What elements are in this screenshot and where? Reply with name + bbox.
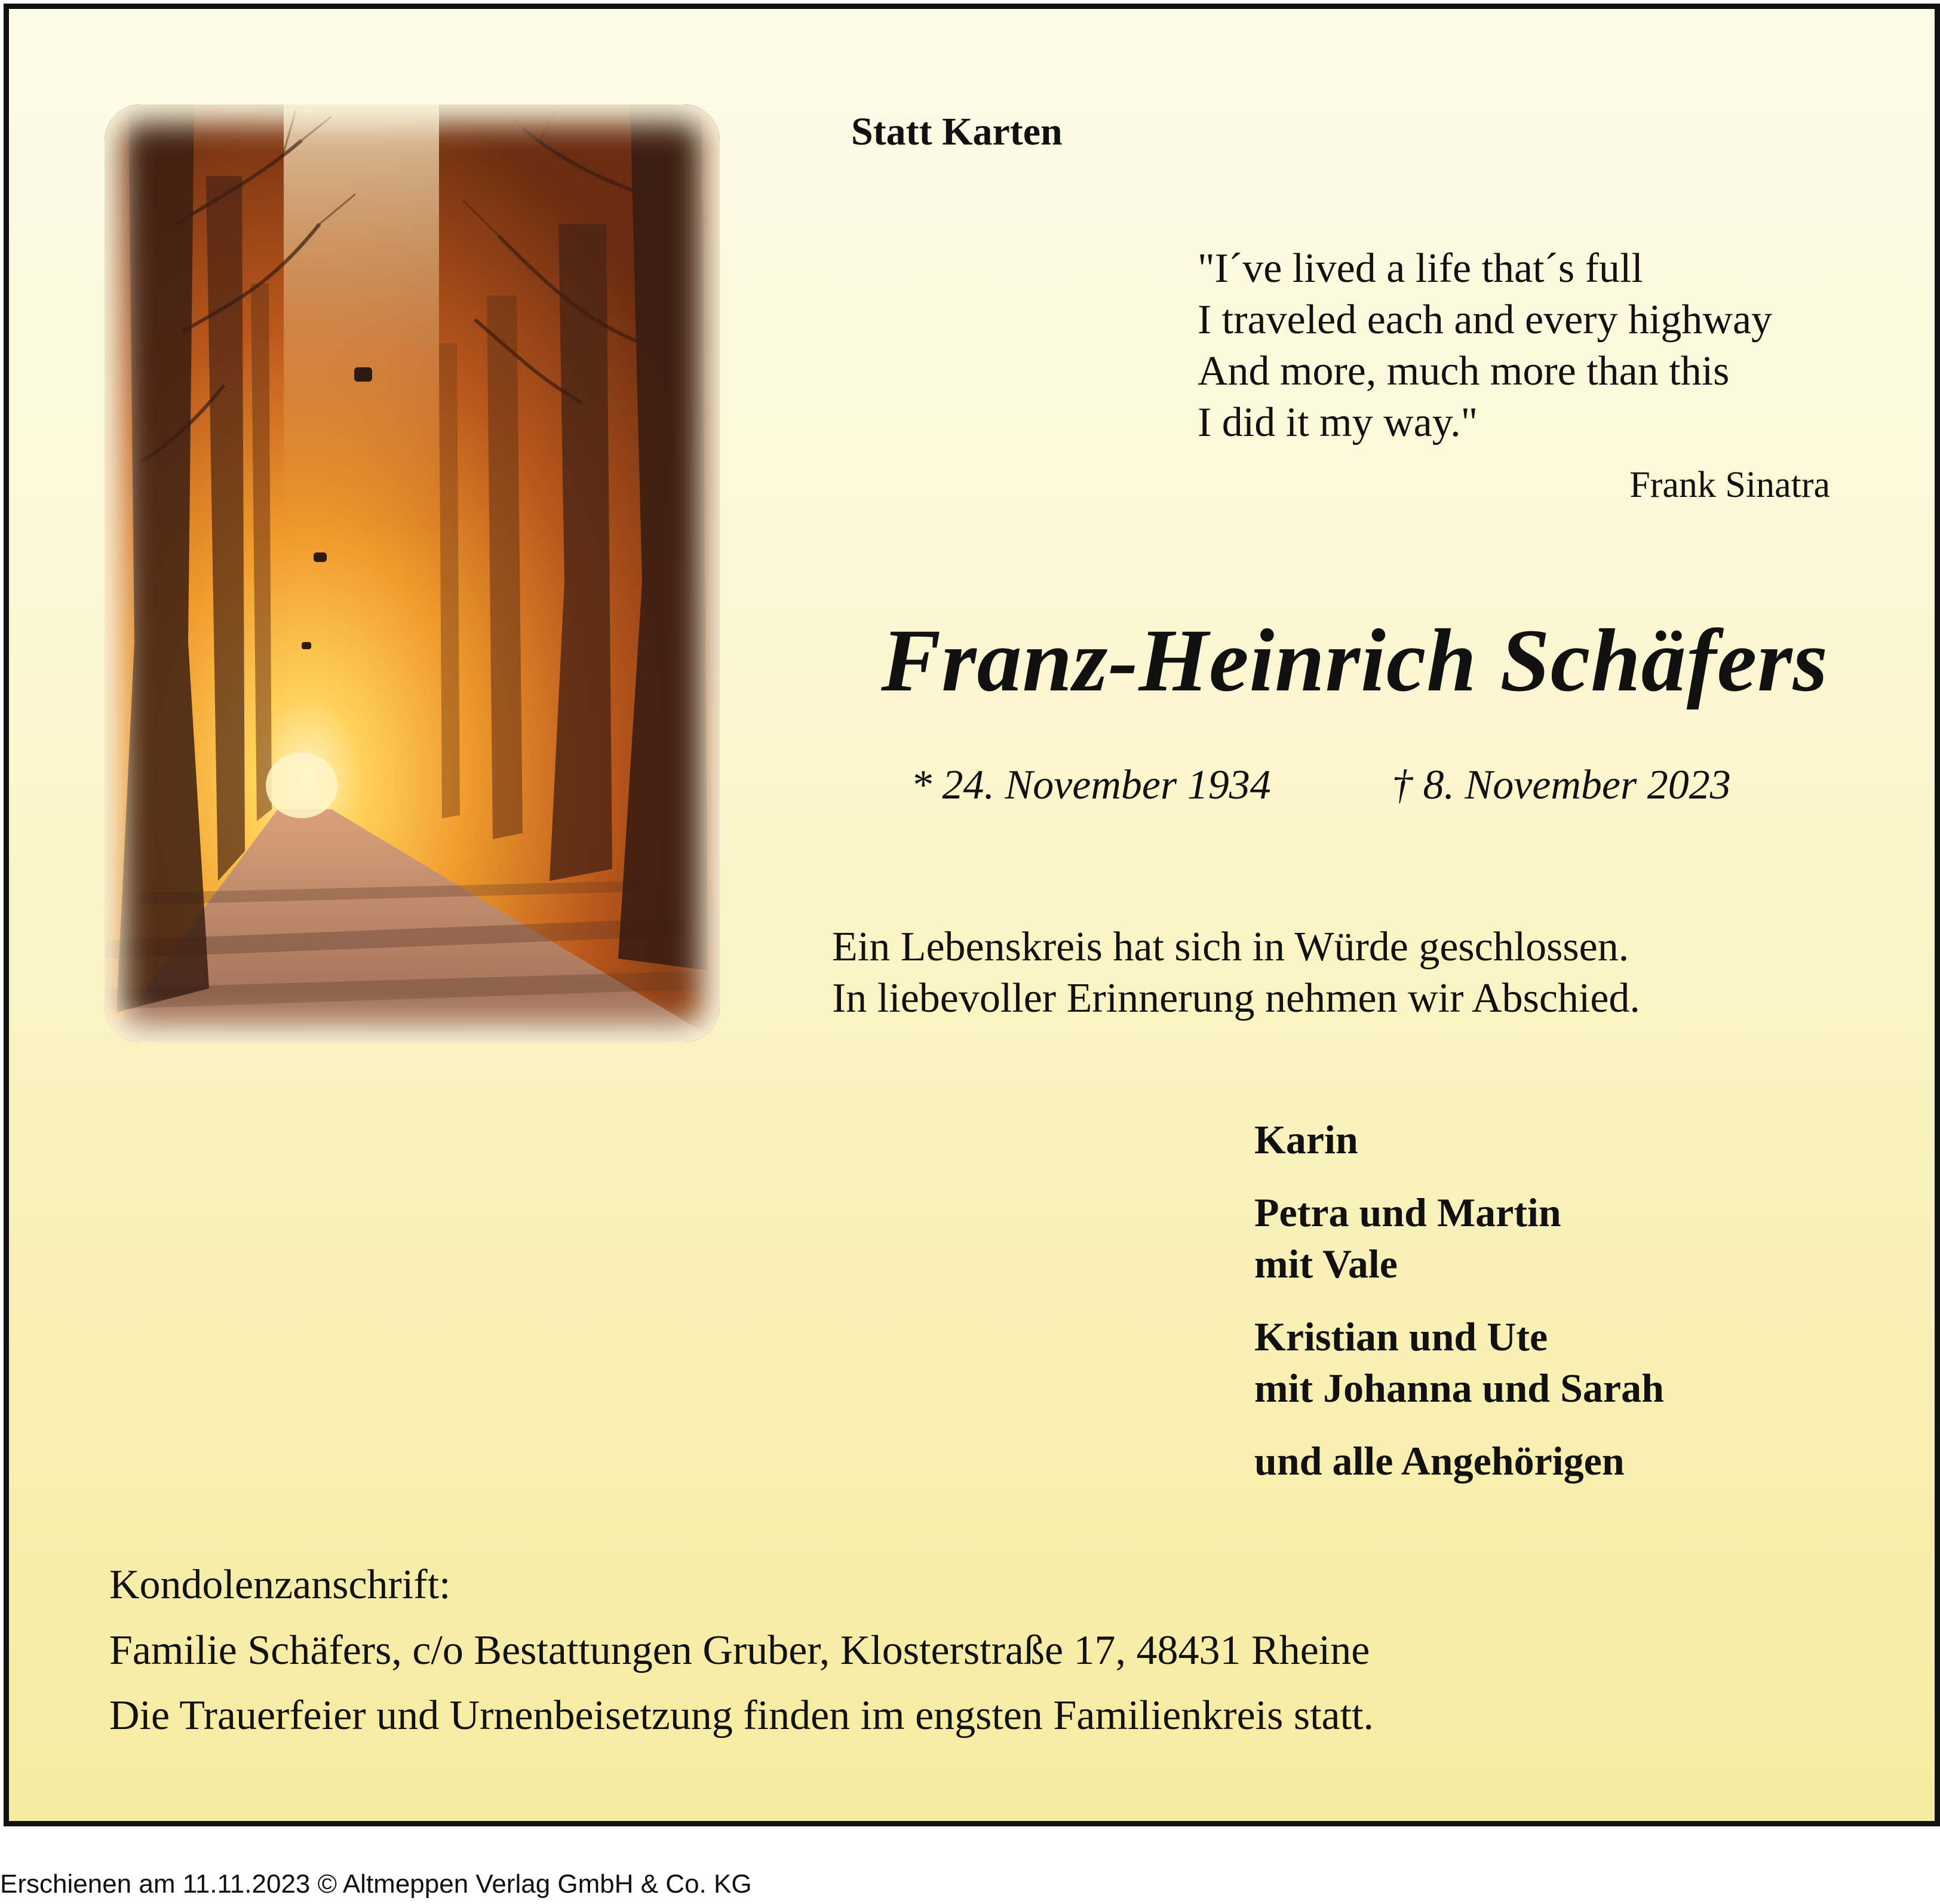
death-date: † 8. November 2023 (1392, 762, 1731, 808)
tree-alley-illustration (105, 105, 720, 1042)
ceremony-note: Die Trauerfeier und Urnenbeisetzung finden im engsten Familienkreis statt. (109, 1693, 1374, 1739)
obituary-card (4, 4, 1940, 1826)
family-member: Kristian und Ute (1254, 1314, 1548, 1359)
quote-author: Frank Sinatra (1629, 465, 1830, 505)
family-member: Petra und Martin (1254, 1190, 1561, 1235)
family-group (1254, 1187, 1664, 1289)
condolence-address-block (109, 1552, 1370, 1684)
quote-line: And more, much more than this (1198, 348, 1730, 394)
family-group (1254, 1311, 1664, 1414)
tree-alley-photo (105, 105, 720, 1042)
quote-block (1198, 243, 1772, 449)
message-line: Ein Lebenskreis hat sich in Würde geschlossen. (832, 924, 1629, 970)
family-member: Karin (1254, 1117, 1358, 1162)
condolence-address: Familie Schäfers, c/o Bestattungen Gruber, Klosterstraße 17, 48431 Rheine (109, 1627, 1370, 1673)
publication-footer: Erschienen am 11.11.2023 © Altmeppen Verlag GmbH & Co. KG (0, 1869, 752, 1899)
birth-date: * 24. November 1934 (911, 762, 1271, 808)
deceased-name: Franz-Heinrich Schäfers (881, 611, 1828, 710)
message-line: In liebevoller Erinnerung nehmen wir Abschied. (832, 975, 1640, 1021)
quote-line: I traveled each and every highway (1198, 297, 1773, 343)
condolence-label: Kondolenzanschrift: (109, 1562, 451, 1608)
farewell-message (832, 922, 1640, 1024)
family-member: mit Vale (1254, 1241, 1398, 1286)
statt-karten-heading: Statt Karten (851, 110, 1063, 153)
family-list (1254, 1114, 1664, 1508)
quote-line: "I´ve lived a life that´s full (1198, 245, 1643, 291)
family-member: mit Johanna und Sarah (1254, 1365, 1664, 1411)
family-group (1254, 1435, 1664, 1487)
family-group (1254, 1114, 1664, 1165)
family-member: und alle Angehörigen (1254, 1438, 1625, 1484)
quote-line: I did it my way." (1198, 400, 1478, 446)
